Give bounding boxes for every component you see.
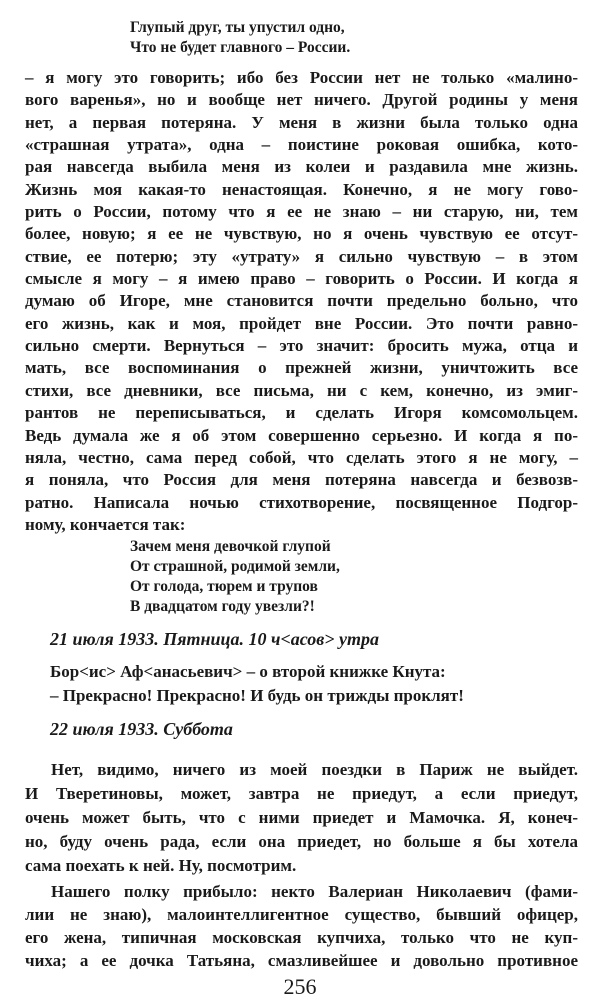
text-line: ствие, ее потерю; эту «утрату» я сильно чувствую – в этом <box>25 246 578 266</box>
text-line: более, новую; я ее не чувствую, но я очень чувствую ее отсут- <box>25 224 578 244</box>
text-line: сильно смерти. Вернуться – это значит: бросить мужа, отца и <box>25 336 578 356</box>
text-line: рить о России, потому что я ее не знаю – ни старую, ни, тем <box>25 202 578 222</box>
text-line: вого варенья», но и вообще нет ничего. Другой родины у меня <box>25 90 578 110</box>
text-line: Нашего полку прибыло: некто Валериан Николаевич (фами- <box>51 882 578 901</box>
text-line: Жизнь моя какая-то ненастоящая. Конечно, я не могу гово- <box>25 179 578 199</box>
text-line: няла, честно, сама перед собой, что сделать этого я не могу, – <box>25 447 578 467</box>
epigraph-poem <box>130 18 350 58</box>
text-line: Нет, видимо, ничего из моей поездки в Париж не выйдет. <box>51 760 578 779</box>
text-line: я поняла, что Россия для меня потеряна навсегда и безвозв- <box>25 470 578 490</box>
text-line: ратно. Написала ночью стихотворение, посвященное Подгор- <box>25 492 578 512</box>
poem-line: В двадцатом году увезли?! <box>130 598 315 615</box>
quote-line: Бор<ис> Аф<анасьевич> – о второй книжке Кнута: <box>50 662 446 681</box>
text-line: «страшная утрата», одна – поистине роковая ошибка, кото- <box>25 135 578 155</box>
text-line: его жизнь, как и моя, пройдет вне России. Это почти равно- <box>25 313 578 333</box>
entry-heading-july-22: 22 июля 1933. Суббота <box>50 719 233 739</box>
text-line: думаю об Игоре, мне становится почти предельно больно, что <box>25 291 578 311</box>
text-line: рантов не переписываться, и сделать Игоря комсомольцем. <box>25 403 578 423</box>
page-number: 256 <box>283 974 317 999</box>
poem-stanza <box>130 537 340 617</box>
poem-line: Что не будет главного – России. <box>130 39 351 56</box>
text-line: лии не знаю), малоинтеллигентное существо, бывший офицер, <box>25 905 578 924</box>
quote-line: – Прекрасно! Прекрасно! И будь он трижды проклят! <box>50 686 464 705</box>
text-line: – я могу это говорить; ибо без России нет не только «малино- <box>25 68 578 87</box>
paragraph-3 <box>25 880 578 972</box>
text-line: И Тверетиновы, может, завтра не приедут, а если приедут, <box>25 784 578 803</box>
text-line: нет, а первая потеряна. У меня в жизни была только одна <box>25 112 578 132</box>
text-line: мать, все воспоминания о прежней жизни, уничтожить все <box>25 358 578 378</box>
text-line: Ведь думала же я об этом совершенно серьезно. И когда я по- <box>25 425 578 445</box>
poem-line: Зачем меня девочкой глупой <box>130 538 331 555</box>
text-line: стихи, все дневники, все письма, ни с кем, конечно, из эмиг- <box>25 380 578 400</box>
text-line: сама поехать к ней. Ну, посмотрим. <box>25 856 297 875</box>
quote-block <box>50 660 464 708</box>
poem-line: От голода, тюрем и трупов <box>130 578 318 595</box>
text-line: очень может быть, что с ними приедет и Мамочка. Я, конеч- <box>25 808 578 827</box>
paragraph-1 <box>25 67 578 536</box>
poem-line: Глупый друг, ты упустил одно, <box>130 19 345 36</box>
poem-line: От страшной, родимой земли, <box>130 558 340 575</box>
text-line: но, буду очень рада, если она приедет, но больше я бы хотела <box>25 832 578 851</box>
paragraph-2 <box>25 758 578 878</box>
text-line: рая навсегда выбила меня из колеи и раздавила мне жизнь. <box>25 157 578 177</box>
entry-heading-july-21: 21 июля 1933. Пятница. 10 ч<асов> утра <box>50 629 380 649</box>
text-line: смысле я могу – я имею право – говорить о России. И когда я <box>25 269 578 289</box>
text-line: ному, кончается так: <box>25 514 186 534</box>
text-line: чиха; а ее дочка Татьяна, смазливейшее и довольно противное <box>25 951 578 970</box>
text-line: его жена, типичная московская купчиха, только что не куп- <box>25 928 578 947</box>
